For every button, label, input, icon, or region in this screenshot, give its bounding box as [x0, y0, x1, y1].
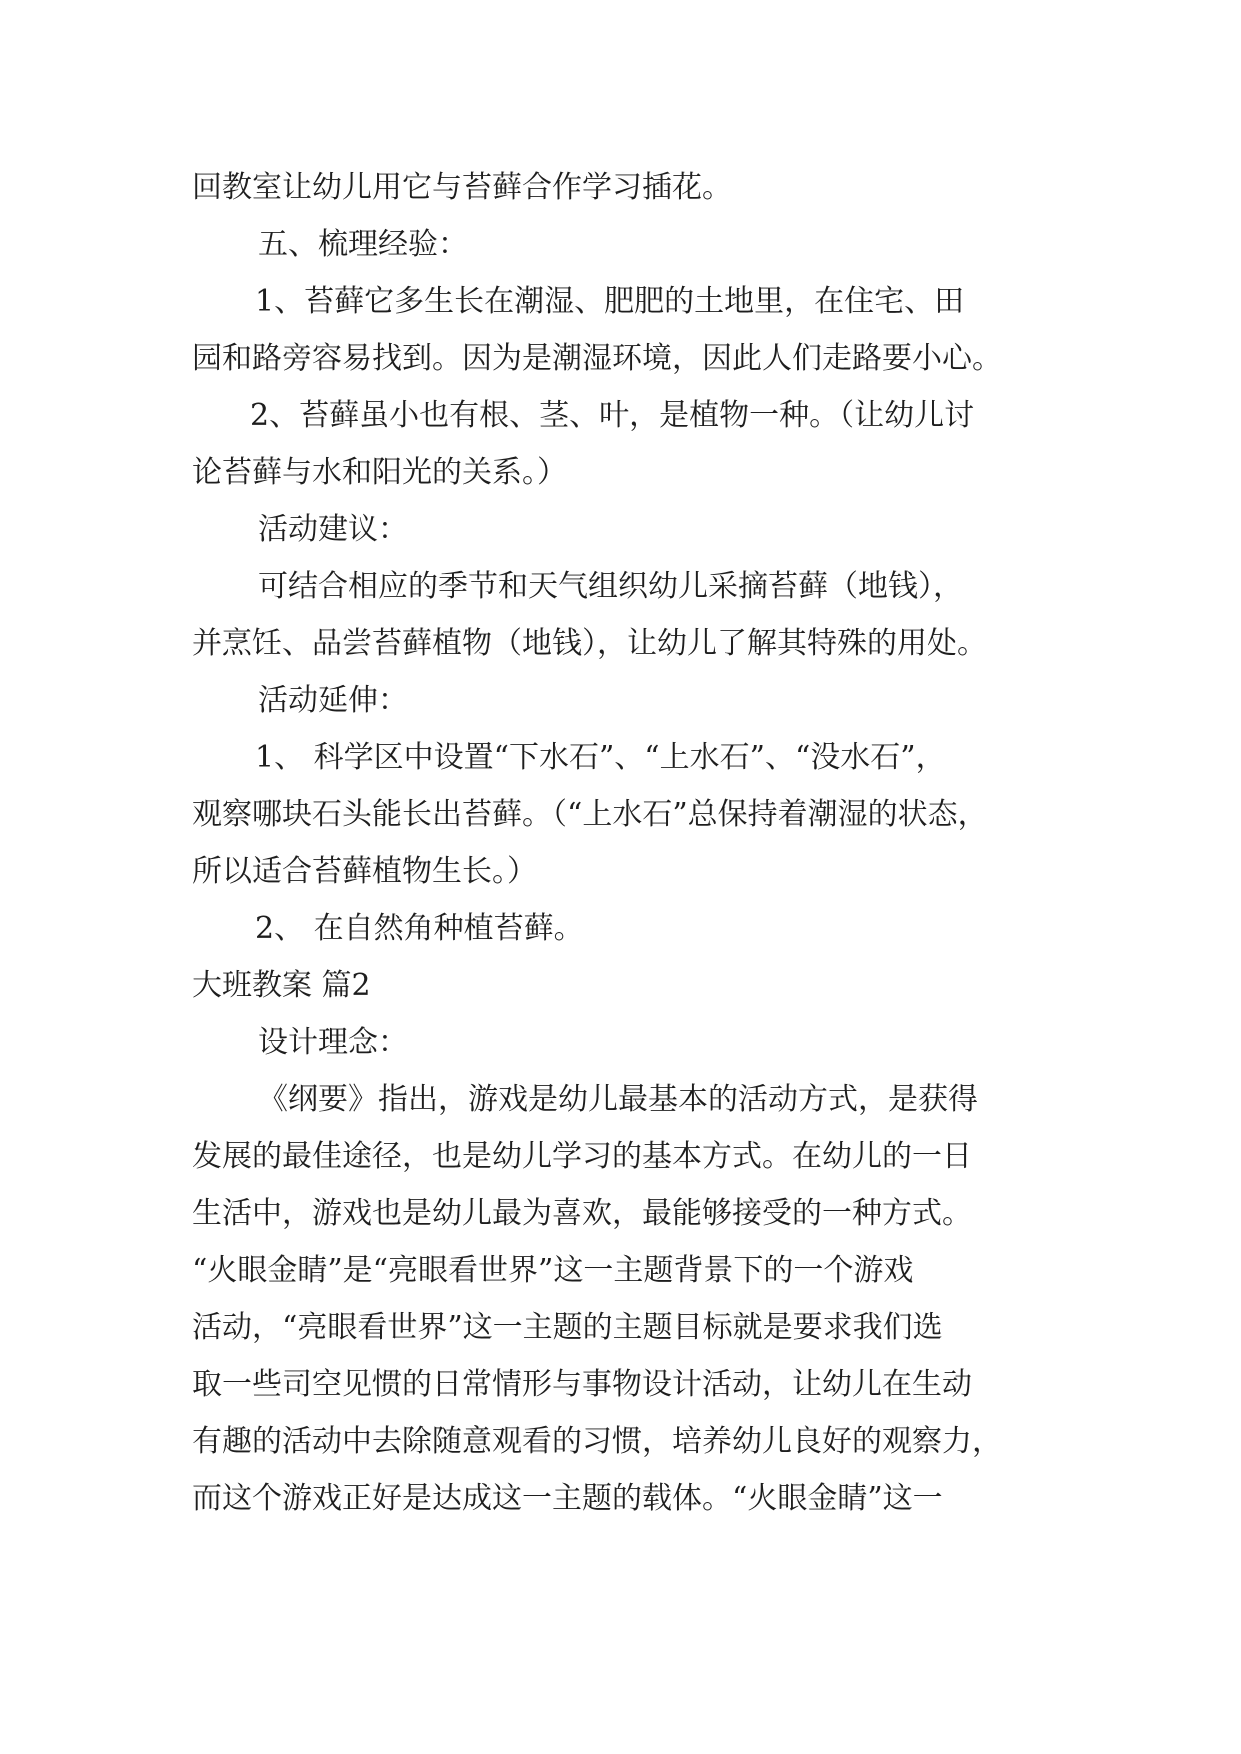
text-line: 所以适合苔藓植物生长。）: [192, 854, 537, 889]
text-line: “火眼金睛”是“亮眼看世界”这一主题背景下的一个游戏: [192, 1253, 914, 1288]
section-heading: 活动建议：: [258, 512, 408, 547]
text-line: 1、 科学区中设置“下水石”、“上水石”、“没水石”，: [255, 740, 946, 775]
text-line: 并烹饪、品尝苔藓植物（地钱），让幼儿了解其特殊的用处。: [192, 626, 987, 661]
text-line: 活动，“亮眼看世界”这一主题的主题目标就是要求我们选: [192, 1310, 943, 1345]
text-line: 有趣的活动中去除随意观看的习惯，培养幼儿良好的观察力，: [192, 1424, 1002, 1459]
text-line: 1、苔藓它多生长在潮湿、肥肥的土地里，在住宅、田: [255, 284, 965, 319]
text-line: 生活中，游戏也是幼儿最为喜欢，最能够接受的一种方式。: [192, 1196, 972, 1231]
text-line: 发展的最佳途径，也是幼儿学习的基本方式。在幼儿的一日: [192, 1139, 972, 1174]
section-heading: 活动延伸：: [258, 683, 408, 718]
section-heading: 五、梳理经验：: [258, 227, 468, 262]
text-line: 2、苔藓虽小也有根、茎、叶，是植物一种。（让幼儿讨: [250, 398, 975, 433]
section-heading: 设计理念：: [258, 1025, 408, 1060]
text-line: 园和路旁容易找到。因为是潮湿环境，因此人们走路要小心。: [192, 341, 1002, 376]
text-line: 2、 在自然角种植苔藓。: [255, 911, 584, 946]
text-line: 《纲要》指出，游戏是幼儿最基本的活动方式，是获得: [258, 1082, 978, 1117]
text-line: 取一些司空见惯的日常情形与事物设计活动，让幼儿在生动: [192, 1367, 972, 1402]
text-line: 而这个游戏正好是达成这一主题的载体。“火眼金睛”这一: [192, 1481, 943, 1516]
text-line: 回教室让幼儿用它与苔藓合作学习插花。: [192, 170, 732, 205]
text-line: 论苔藓与水和阳光的关系。）: [192, 455, 567, 490]
text-line: 可结合相应的季节和天气组织幼儿采摘苔藓（地钱），: [258, 569, 963, 604]
article-heading: 大班教案 篇2: [192, 968, 371, 1003]
text-line: 观察哪块石头能长出苔藓。（“上水石”总保持着潮湿的状态，: [192, 797, 988, 832]
